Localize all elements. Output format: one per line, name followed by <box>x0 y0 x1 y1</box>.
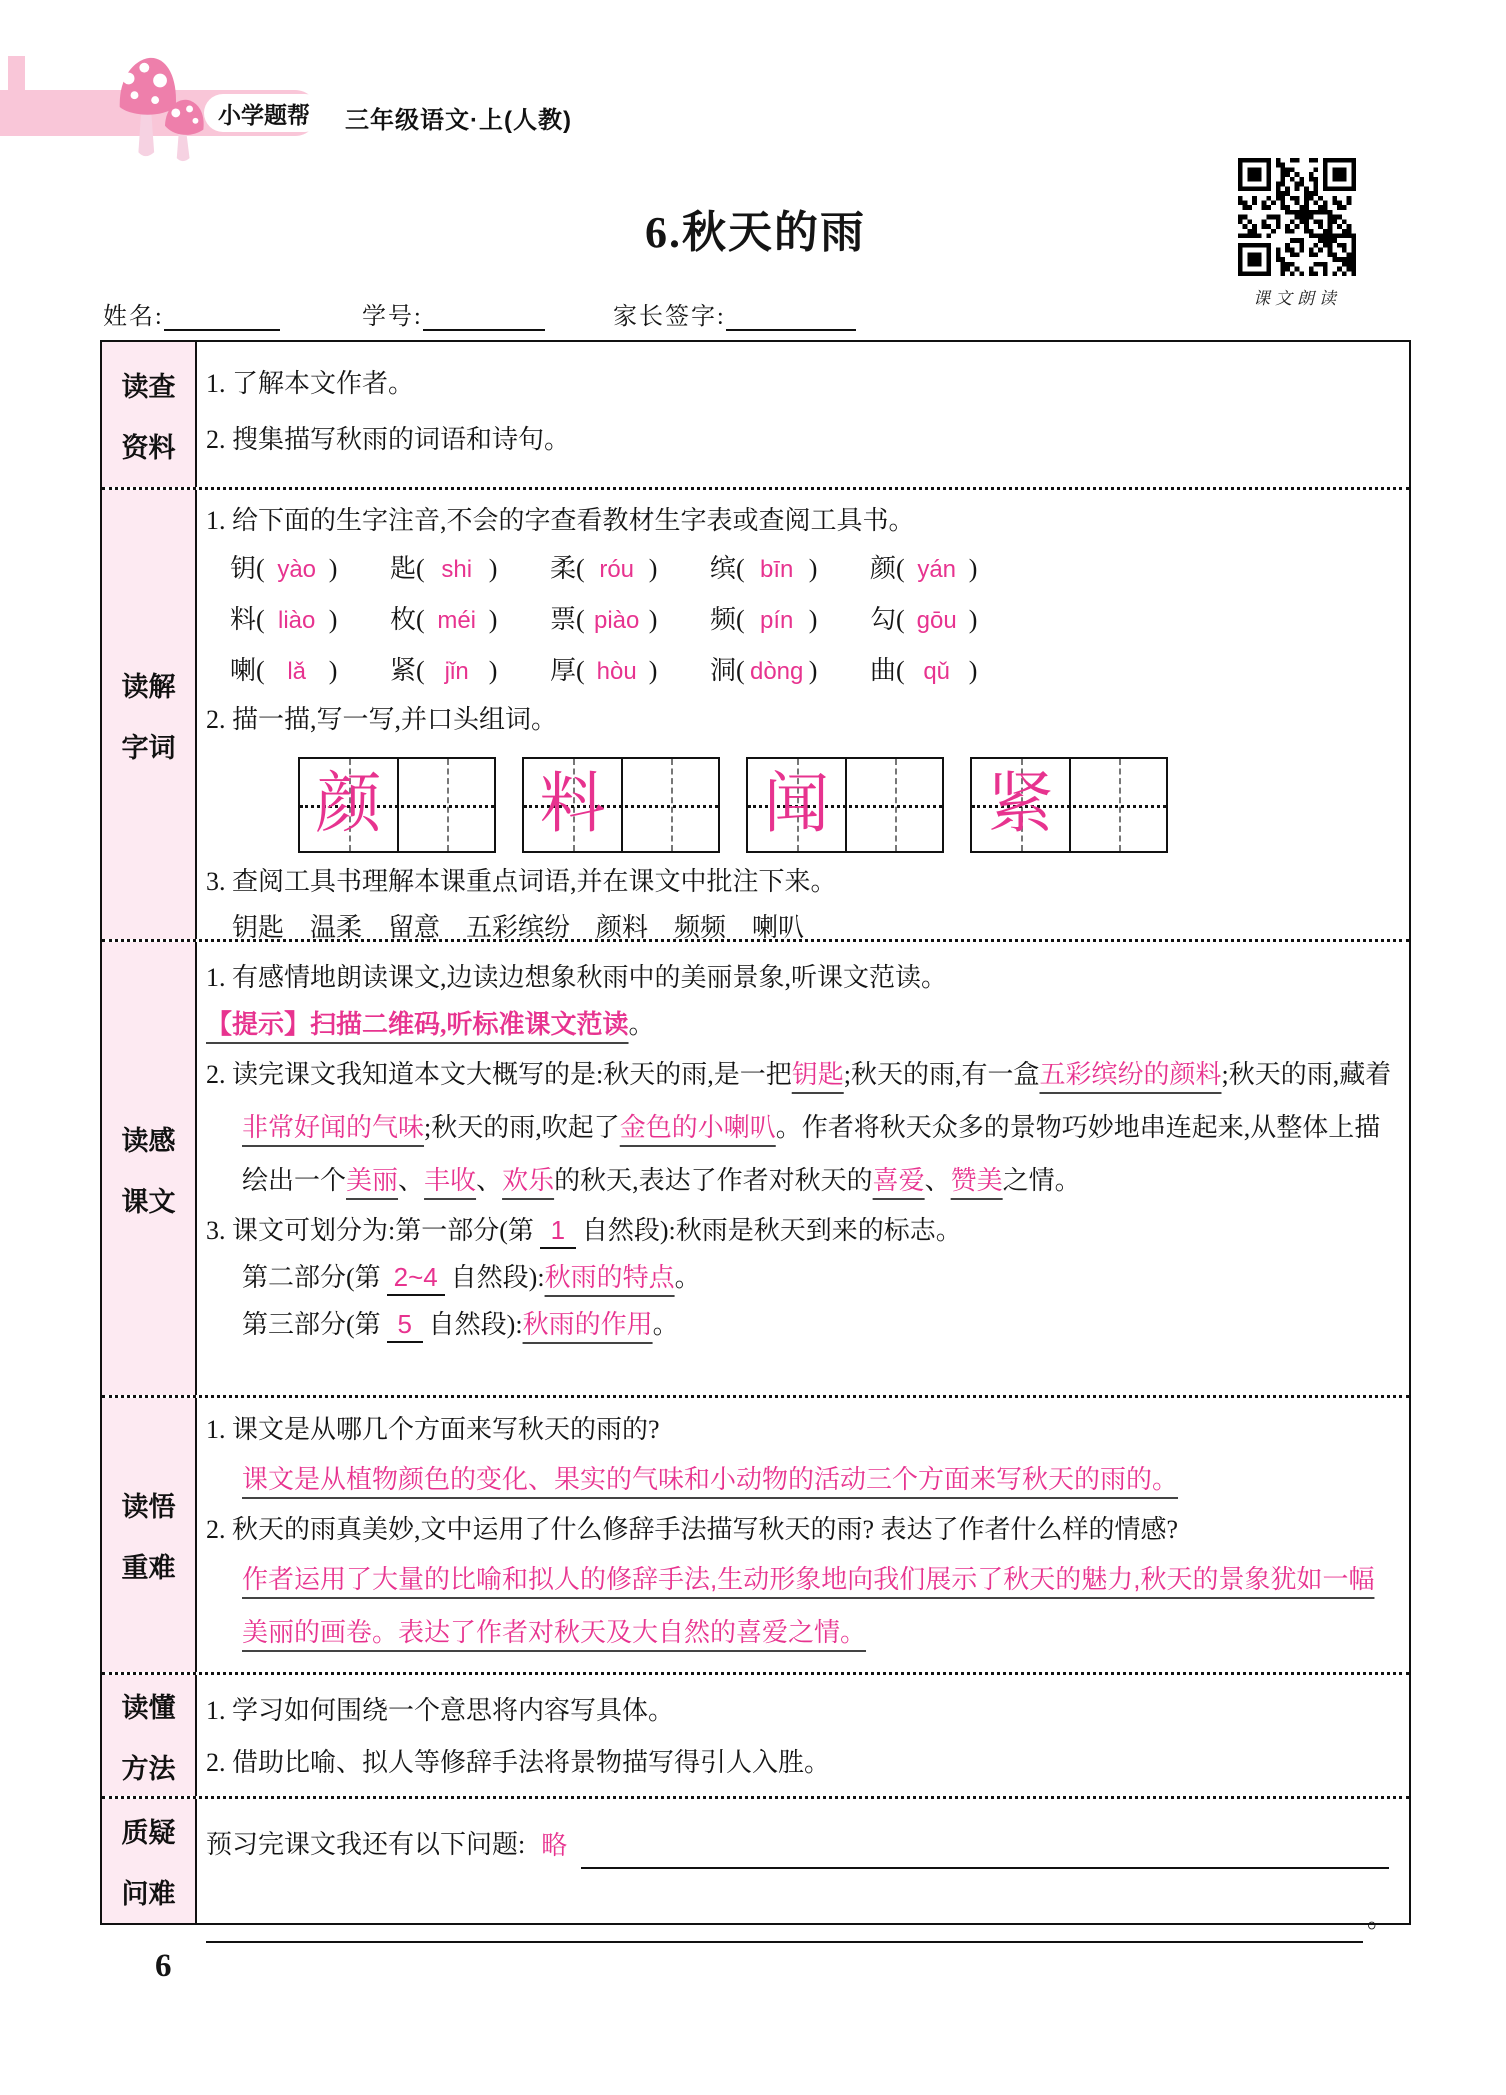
character-practice-grid <box>298 757 1393 853</box>
answer-blank[interactable]: 五彩缤纷的颜料 <box>1039 1059 1222 1089</box>
preview-worksheet-table <box>100 340 1411 1933</box>
read-item-2: 2. 读完课文我知道本文大概写的是:秋天的雨,是一把钥匙;秋天的雨,有一盒五彩缤纷的颜料;秋天的雨,藏着非常好闻的气味;秋天的雨,吹起了金色的小喇叭。作者将秋天众多的景物巧妙地串连起来,从整体上描绘出一个美丽、丰收、欢乐的秋天,表达了作者对秋天的喜爱、赞美之情。 <box>206 1059 1392 1195</box>
answer-blank[interactable]: 钥匙 <box>791 1059 844 1089</box>
pinyin-item: 洞( dòng ) <box>710 656 818 685</box>
practice-group <box>522 757 720 853</box>
answer-blank[interactable]: 非常好闻的气味 <box>242 1112 425 1142</box>
row-read-text <box>102 939 1409 1395</box>
tip-text: 【提示】扫描二维码,听标准课文范读 <box>206 1010 629 1039</box>
pinyin-item: 紧( jǐn ) <box>390 656 498 685</box>
row-research-material <box>102 342 1409 487</box>
student-id-field <box>362 296 545 331</box>
key-a2 <box>242 1553 1393 1659</box>
paragraph-blank[interactable]: 2~4 <box>387 1260 445 1296</box>
row-methods <box>102 1672 1409 1796</box>
words-q2: 2. 描一描,写一写,并口头组词。 <box>206 705 558 734</box>
parent-signature-input-line[interactable] <box>726 305 856 331</box>
practice-group <box>298 757 496 853</box>
read-tip: 【提示】扫描二维码,听标准课文范读。 <box>206 1010 655 1039</box>
question-prompt: 预习完课文我还有以下问题: <box>206 1830 526 1859</box>
pinyin-item: 料( liào ) <box>230 605 338 634</box>
pinyin-item: 颜( yán ) <box>870 554 978 583</box>
practice-cell: 料 <box>524 759 621 851</box>
practice-cell: 颜 <box>300 759 397 851</box>
pinyin-item: 缤( bīn ) <box>710 554 818 583</box>
answer-blank[interactable]: 美丽 <box>346 1165 399 1195</box>
key-words-list: 钥匙 温柔 留意 五彩缤纷 颜料 频频 喇叭 <box>232 913 805 942</box>
pinyin-item: 厚( hòu ) <box>550 656 658 685</box>
name-label: 姓名: <box>103 304 164 330</box>
research-item-2: 2. 搜集描写秋雨的词语和诗句。 <box>206 425 571 454</box>
brand-label: 小学题帮 <box>218 101 310 128</box>
pinyin-item: 频( pín ) <box>710 605 818 634</box>
pinyin-item: 喇( lǎ ) <box>230 656 338 685</box>
name-field <box>103 296 280 331</box>
practice-group <box>746 757 944 853</box>
question-line-2: 。 <box>206 1895 1393 1943</box>
answer-text[interactable]: 作者运用了大量的比喻和拟人的修辞手法,生动形象地向我们展示了秋天的魅力,秋天的景象犹如一幅美丽的画卷。表达了作者对秋天及大自然的喜爱之情。 <box>242 1564 1375 1647</box>
question-line-1 <box>206 1821 1393 1869</box>
edition-label: 三年级语文·上(人教) <box>345 107 572 134</box>
page-edge-tab <box>8 56 25 90</box>
answer-blank[interactable]: 秋雨的特点 <box>544 1262 675 1292</box>
answer-blank[interactable]: 秋雨的作用 <box>522 1309 653 1339</box>
row-label-key-points: 读悟 重难 <box>102 1398 197 1672</box>
practice-cell-empty[interactable] <box>621 759 718 851</box>
row-label-questions: 质疑 问难 <box>102 1799 197 1923</box>
row-label-methods: 读懂 方法 <box>102 1675 197 1796</box>
pinyin-item: 枚( méi ) <box>390 605 498 634</box>
parent-signature-field <box>613 296 856 331</box>
row-questions <box>102 1796 1409 1933</box>
page-number: 6 <box>155 1948 172 1984</box>
practice-group <box>970 757 1168 853</box>
answer-blank[interactable]: 丰收 <box>424 1165 477 1195</box>
practice-cell-empty[interactable] <box>845 759 942 851</box>
answer-text[interactable]: 课文是从植物颜色的变化、果实的气味和小动物的活动三个方面来写秋天的雨的。 <box>242 1464 1179 1494</box>
answer-blank[interactable]: 欢乐 <box>502 1165 555 1195</box>
student-info-line <box>100 296 1411 332</box>
pinyin-item: 钥( yào ) <box>230 554 338 583</box>
lesson-title: 6.秋天的雨 <box>645 208 866 257</box>
practice-cell-empty[interactable] <box>397 759 494 851</box>
words-q1: 1. 给下面的生字注音,不会的字查看教材生字表或查阅工具书。 <box>206 506 915 535</box>
method-item-2: 2. 借助比喻、拟人等修辞手法将景物描写得引人入胜。 <box>206 1748 831 1777</box>
practice-cell-empty[interactable] <box>1069 759 1166 851</box>
pinyin-list <box>230 544 1050 697</box>
student-id-label: 学号: <box>362 304 423 330</box>
row-label-research: 读查 资料 <box>102 342 197 487</box>
name-input-line[interactable] <box>164 305 280 331</box>
pinyin-item: 柔( róu ) <box>550 554 658 583</box>
answer-blank[interactable]: 赞美 <box>950 1165 1003 1195</box>
question-answer[interactable]: 略 <box>541 1830 568 1860</box>
words-q3: 3. 查阅工具书理解本课重点词语,并在课文中批注下来。 <box>206 867 837 896</box>
answer-blank[interactable]: 喜爱 <box>872 1165 925 1195</box>
mushroom-illustration <box>103 48 223 166</box>
read-item-3-line-2: 第二部分(第 2~4 自然段):秋雨的特点。 <box>242 1254 1393 1301</box>
qr-caption: 课文朗读 <box>1253 289 1341 308</box>
method-item-1: 1. 学习如何围绕一个意思将内容写具体。 <box>206 1696 675 1725</box>
key-q2: 2. 秋天的雨真美妙,文中运用了什么修辞手法描写秋天的雨? 表达了作者什么样的情感? <box>206 1515 1179 1544</box>
row-words <box>102 487 1409 942</box>
read-item-3-line-1: 3. 课文可划分为:第一部分(第 1 自然段):秋雨是秋天到来的标志。 <box>206 1207 1393 1254</box>
key-a1 <box>242 1453 1393 1506</box>
student-id-input-line[interactable] <box>423 305 545 331</box>
practice-cell: 闻 <box>748 759 845 851</box>
qr-block <box>1237 158 1357 309</box>
row-label-read-text: 读感 课文 <box>102 942 197 1395</box>
research-item-1: 1. 了解本文作者。 <box>206 369 415 398</box>
pinyin-item: 匙( shi ) <box>390 554 498 583</box>
answer-blank[interactable]: 金色的小喇叭 <box>619 1112 776 1142</box>
read-item-1: 1. 有感情地朗读课文,边读边想象秋雨中的美丽景象,听课文范读。 <box>206 963 948 992</box>
pinyin-item: 勾( gōu ) <box>870 605 978 634</box>
qr-code <box>1238 158 1356 276</box>
row-key-points <box>102 1395 1409 1672</box>
write-in-line[interactable] <box>581 1833 1389 1869</box>
pinyin-item: 曲( qǔ ) <box>870 656 978 685</box>
paragraph-blank[interactable]: 1 <box>540 1213 576 1249</box>
write-in-line[interactable] <box>206 1907 1363 1943</box>
key-q1: 1. 课文是从哪几个方面来写秋天的雨的? <box>206 1415 660 1444</box>
parent-signature-label: 家长签字: <box>613 304 726 330</box>
pinyin-item: 票( piào ) <box>550 605 658 634</box>
paragraph-blank[interactable]: 5 <box>387 1307 423 1343</box>
practice-cell: 紧 <box>972 759 1069 851</box>
row-label-words: 读解 字词 <box>102 490 197 939</box>
read-item-3-line-3: 第三部分(第 5 自然段):秋雨的作用。 <box>242 1301 1393 1348</box>
